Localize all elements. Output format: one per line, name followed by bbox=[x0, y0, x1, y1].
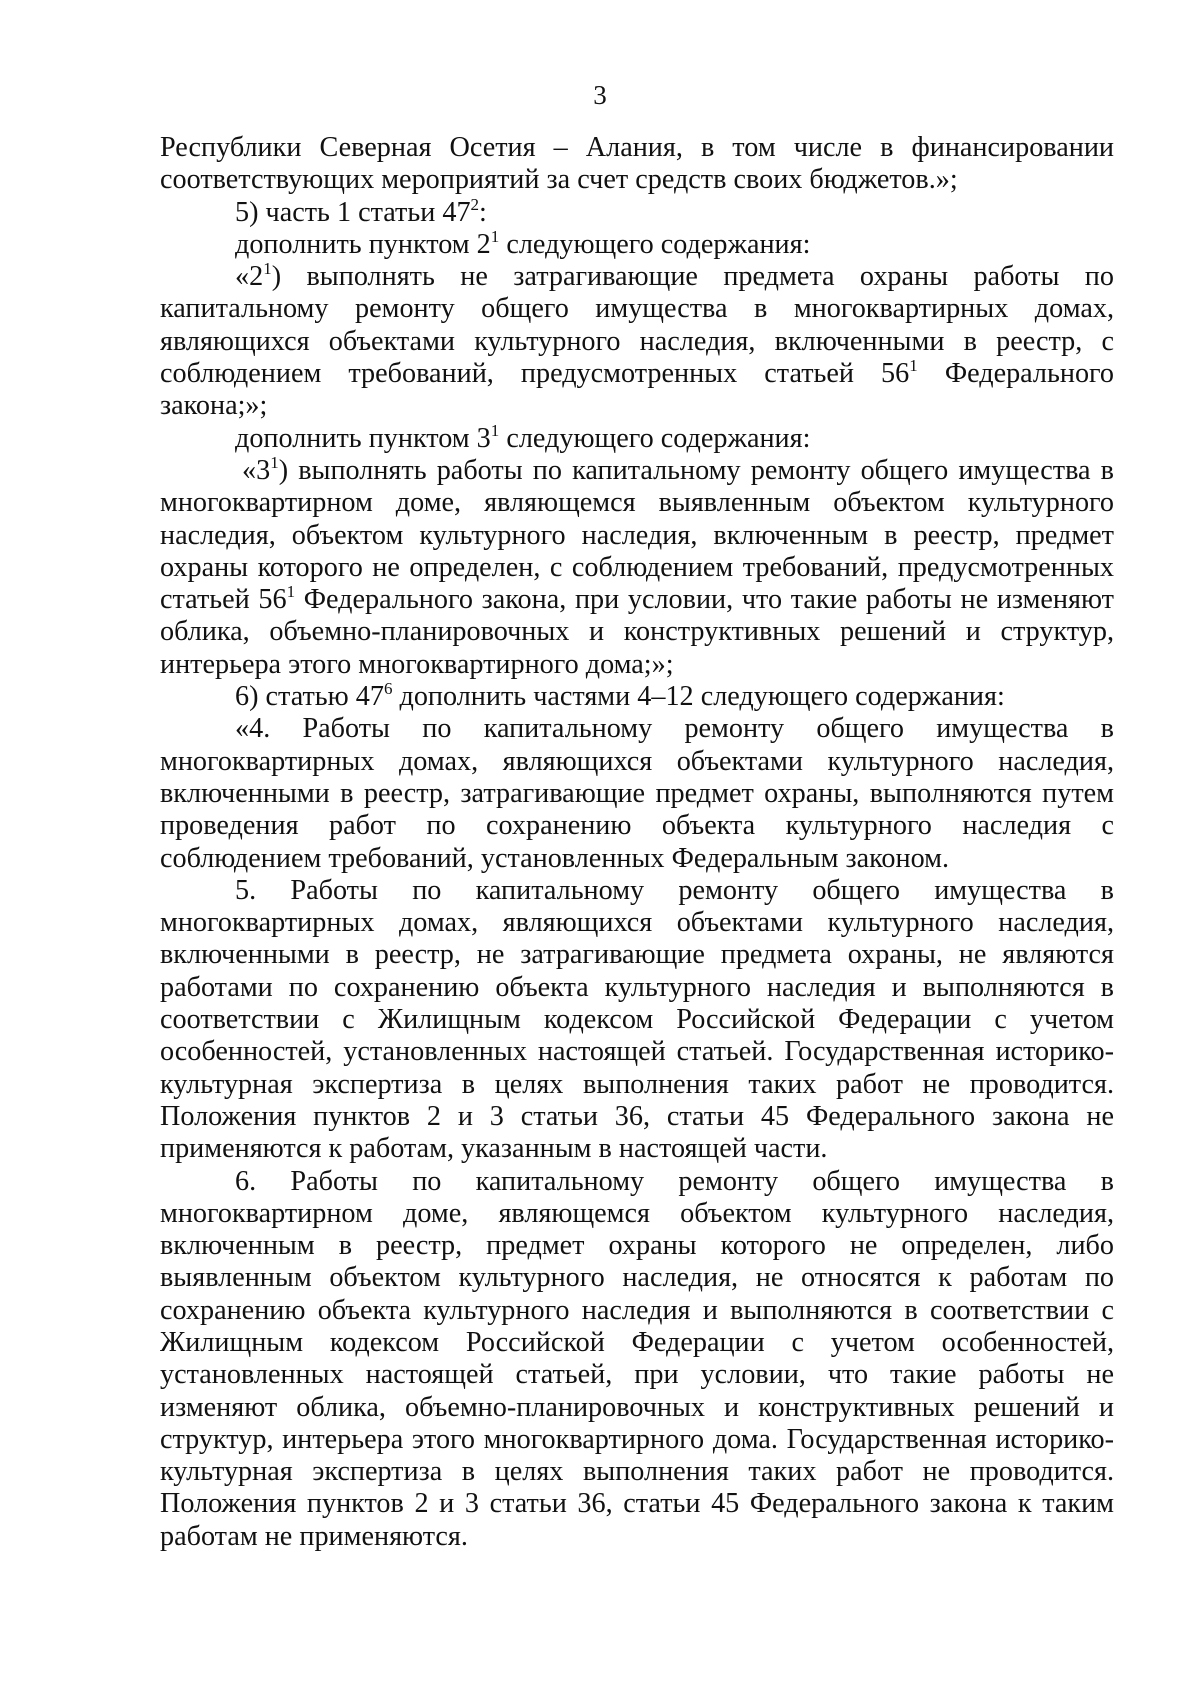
superscript: 1 bbox=[286, 582, 296, 602]
paragraph-add-point-2-1: дополнить пунктом $2^1$ следующего содержания: bbox=[235, 226, 811, 260]
superscript: 6 bbox=[383, 679, 393, 699]
superscript: 1 bbox=[263, 259, 272, 279]
page-number: 3 bbox=[593, 80, 607, 110]
paragraph-item-5: 5) часть 1 статьи $47^2$: bbox=[235, 194, 487, 228]
superscript: 2 bbox=[470, 194, 480, 214]
superscript: 1 bbox=[490, 226, 500, 246]
document-body bbox=[160, 132, 1114, 1553]
superscript: 1 bbox=[490, 420, 500, 440]
superscript: 1 bbox=[909, 356, 918, 376]
paragraph-add-point-3-1: дополнить пунктом $3^1$ следующего содержания: bbox=[235, 420, 811, 454]
paragraph-continuation: Республики Северная Осетия – Алания, в том числе в финансировании соответствующих мероприятий за счет средств своих бюджетов.»; bbox=[160, 132, 1114, 196]
paragraph-item-6: 6) статью $47^6$ дополнить частями 4–12 следующего содержания: bbox=[235, 679, 1005, 713]
superscript: 1 bbox=[270, 452, 279, 472]
paragraph-part-5: 5. Работы по капитальному ремонту общего имущества в многоквартирных домах, являющихся объектами культурного наследия, включенными в реестр, не затрагивающие предмета охраны, не являются работами по сохранению объекта культурного наследия и выполняются в соответствии с Жилищным кодексом Российской Федерации с учетом особенностей, установленных настоящей статьей. Государственная историко-культурная экспертиза в целях выполнения таких работ не проводится. Положения пунктов 2 и 3 статьи 36, статьи 45 Федерального закона не применяются к работам, указанным в настоящей части. bbox=[160, 874, 1114, 1165]
paragraph-point-2-1-text: «$2^1$) выполнять не затрагивающие предмета охраны работы по капитальному ремонту общего имущества в многоквартирных домах, являющихся объектами культурного наследия, включенными в реестр, с соблюдением требований, предусмотренных статьей $56^1$ Федерального закона;»; bbox=[160, 259, 1114, 422]
paragraph-part-4: «4. Работы по капитальному ремонту общего имущества в многоквартирных домах, являющихся объектами культурного наследия, включенными в реестр, затрагивающие предмет охраны, выполняются путем проведения работ по сохранению объекта культурного наследия с соблюдением требований, установленных Федеральным законом. bbox=[160, 713, 1114, 874]
paragraph-point-3-1-text: «$3^1$) выполнять работы по капитальному ремонту общего имущества в многоквартирном доме, являющемся выявленным объектом культурного наследия, объектом культурного наследия, включенным в реестр, предмет охраны которого не определен, с соблюдением требований, предусмотренных статьей $56^1$ Федерального закона, при условии, что такие работы не изменяют облика, объемно-планировочных и конструктивных решений и структур, интерьера этого многоквартирного дома;»; bbox=[160, 452, 1114, 680]
paragraph-part-6: 6. Работы по капитальному ремонту общего имущества в многоквартирном доме, являющемся объектом культурного наследия, включенным в реестр, предмет охраны которого не определен, либо выявленным объектом культурного наследия, не относятся к работам по сохранению объекта культурного наследия и выполняются в соответствии с Жилищным кодексом Российской Федерации с учетом особенностей, установленных настоящей статьей, при условии, что такие работы не изменяют облика, объемно-планировочных и конструктивных решений и структур, интерьера этого многоквартирного дома. Государственная историко-культурная экспертиза в целях выполнения таких работ не проводится. Положения пунктов 2 и 3 статьи 36, статьи 45 Федерального закона к таким работам не применяются. bbox=[160, 1165, 1114, 1552]
